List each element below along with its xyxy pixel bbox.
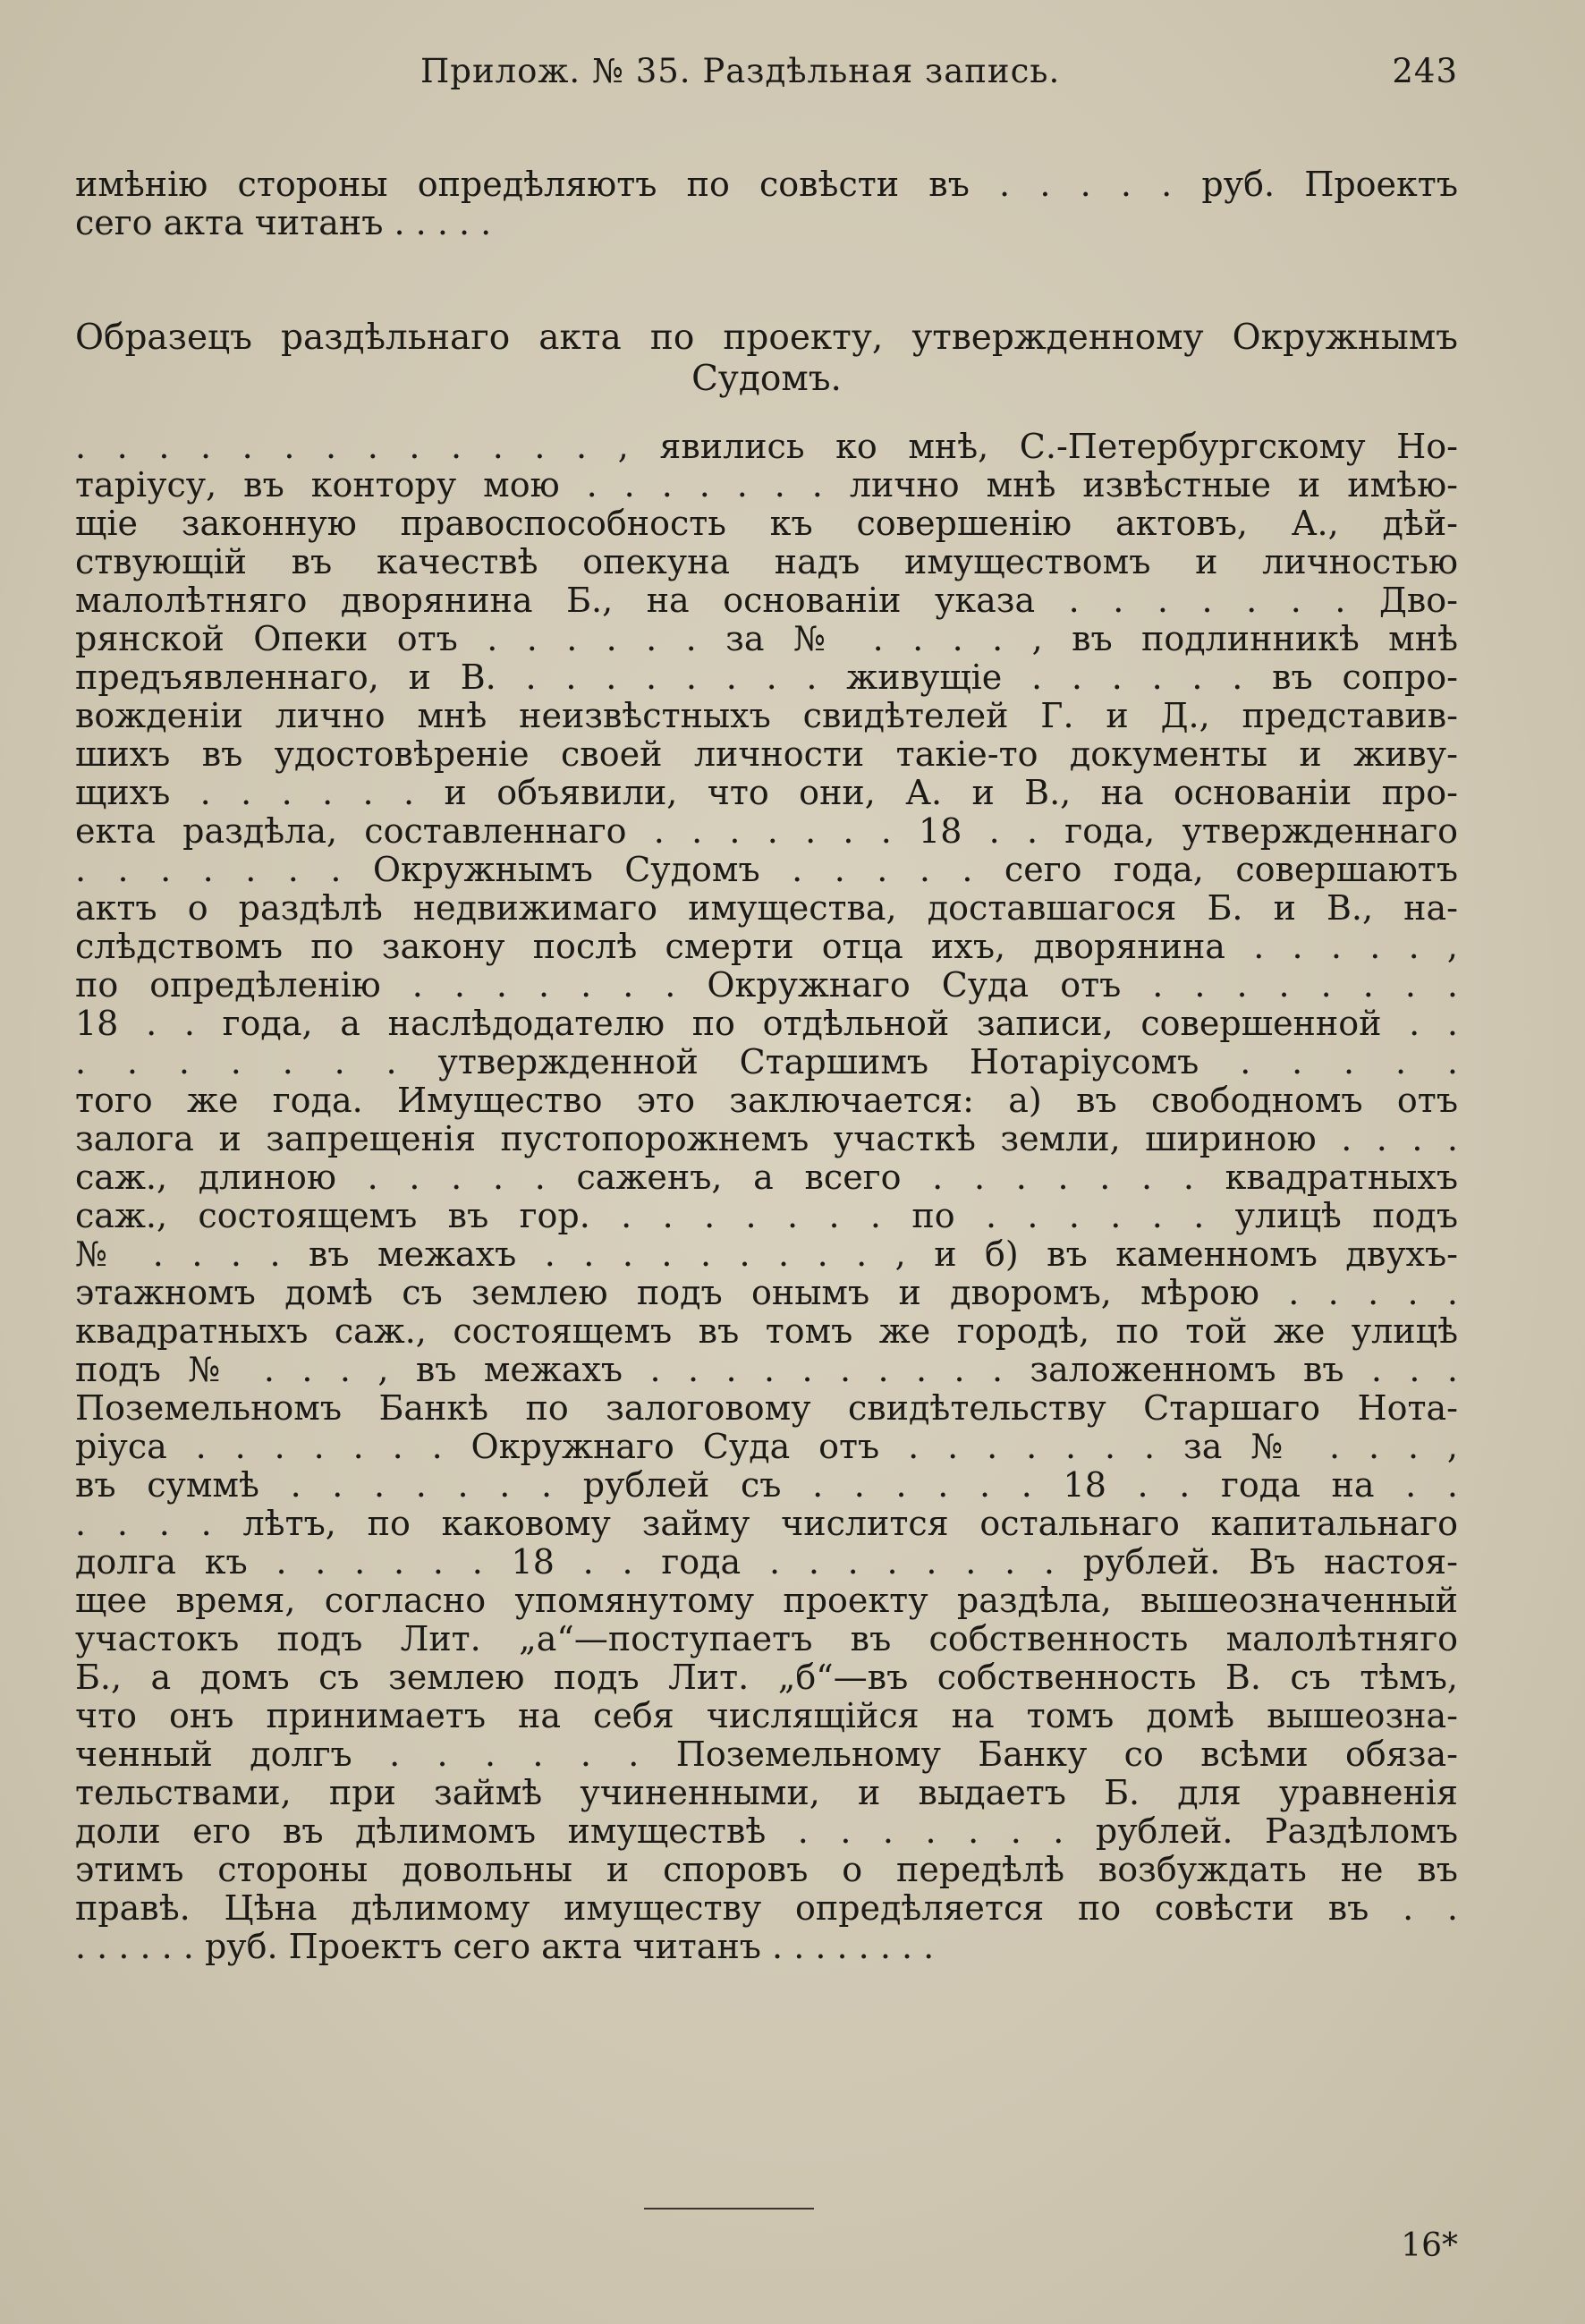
text-line: . . . . лѣтъ, по каковому займу числится остальнаго капитальнаго	[75, 1505, 1458, 1543]
text-line: ченный долгъ . . . . . . Поземельному Банку со всѣми обяза-	[75, 1735, 1458, 1774]
text-line: щее время, согласно упомянутому проекту раздѣла, вышеозначенный	[75, 1582, 1458, 1620]
text-line: екта раздѣла, составленнаго . . . . . . . 18 . . года, утвержденнаго	[75, 812, 1458, 851]
text-line: по опредѣленію . . . . . . . Окружнаго Суда отъ . . . . . . . .	[75, 966, 1458, 1005]
signature-mark: 16*	[1401, 2227, 1458, 2264]
text-line: предъявленнаго, и В. . . . . . . . . живущіе . . . . . . въ сопро-	[75, 658, 1458, 697]
text-line: актъ о раздѣлѣ недвижимаго имущества, доставшагося Б. и В., на-	[75, 889, 1458, 928]
text-line: долга къ . . . . . . 18 . . года . . . . . . . . рублей. Въ настоя-	[75, 1543, 1458, 1582]
text-line: рянской Опеки отъ . . . . . . за № . . . . , въ подлинникѣ мнѣ	[75, 620, 1458, 658]
text-line: участокъ подъ Лит. „а“—поступаетъ въ собственность малолѣтняго	[75, 1620, 1458, 1658]
text-line: таріусу, въ контору мою . . . . . . . лично мнѣ извѣстные и имѣю-	[75, 466, 1458, 505]
text-line: залога и запрещенія пустопорожнемъ участкѣ земли, шириною . . . .	[75, 1120, 1458, 1158]
text-line: . . . . . . . . . . . . . , явились ко мнѣ, С.-Петербургскому Но-	[75, 428, 1458, 466]
section-divider	[644, 2208, 814, 2209]
text-line: этажномъ домѣ съ землею подъ онымъ и дворомъ, мѣрою . . . . .	[75, 1274, 1458, 1312]
text-line: малолѣтняго дворянина Б., на основаніи указа . . . . . . . Дво-	[75, 581, 1458, 620]
text-line: сего акта читанъ . . . . .	[75, 204, 492, 242]
text-line: этимъ стороны довольны и споровъ о передѣлѣ возбуждать не въ	[75, 1851, 1458, 1889]
intro-paragraph	[75, 165, 1458, 242]
text-line: щіе законную правоспособность къ совершенію актовъ, А., дѣй-	[75, 505, 1458, 543]
text-line: щихъ . . . . . . и объявили, что они, А. и В., на основаніи про-	[75, 774, 1458, 812]
text-line: ствующій въ качествѣ опекуна надъ имуществомъ и личностью	[75, 543, 1458, 581]
text-line: ріуса . . . . . . . Окружнаго Суда отъ . . . . . . . за № . . . ,	[75, 1428, 1458, 1466]
text-line: . . . . . . руб. Проектъ сего акта читанъ . . . . . . . .	[75, 1928, 935, 1966]
text-line: . . . . . . . Окружнымъ Судомъ . . . . . сего года, совершаютъ	[75, 851, 1458, 889]
section-heading-line: Судомъ.	[691, 359, 842, 399]
text-line: саж., состоящемъ въ гор. . . . . . . . по . . . . . . улицѣ подъ	[75, 1197, 1458, 1235]
text-line: вожденіи лично мнѣ неизвѣстныхъ свидѣтелей Г. и Д., представив-	[75, 697, 1458, 735]
text-line: саж., длиною . . . . . саженъ, а всего . . . . . . . квадратныхъ	[75, 1158, 1458, 1197]
body-paragraph	[75, 428, 1458, 1966]
text-line: правѣ. Цѣна дѣлимому имуществу опредѣляется по совѣсти въ . .	[75, 1889, 1458, 1928]
section-heading	[75, 318, 1458, 400]
text-line: квадратныхъ саж., состоящемъ въ томъ же городѣ, по той же улицѣ	[75, 1312, 1458, 1351]
text-line: въ суммѣ . . . . . . . рублей съ . . . . . . 18 . . года на . .	[75, 1466, 1458, 1505]
text-line: тельствами, при займѣ учиненными, и выдаетъ Б. для уравненія	[75, 1774, 1458, 1812]
text-line: . . . . . . . утвержденной Старшимъ Нотаріусомъ . . . . .	[75, 1043, 1458, 1081]
text-line: подъ № . . . , въ межахъ . . . . . . . . . . заложенномъ въ . . .	[75, 1351, 1458, 1389]
text-line: что онъ принимаетъ на себя числящійся на томъ домѣ вышеозна-	[75, 1697, 1458, 1735]
text-line: шихъ въ удостовѣреніе своей личности такіе-то документы и живу-	[75, 735, 1458, 774]
text-line: того же года. Имущество это заключается: а) въ свободномъ отъ	[75, 1081, 1458, 1120]
text-line: доли его въ дѣлимомъ имуществѣ . . . . . . . рублей. Раздѣломъ	[75, 1812, 1458, 1851]
text-line: № . . . . въ межахъ . . . . . . . . . , и б) въ каменномъ двухъ-	[75, 1235, 1458, 1274]
text-line: слѣдствомъ по закону послѣ смерти отца ихъ, дворянина . . . . . ,	[75, 928, 1458, 966]
text-line: Поземельномъ Банкѣ по залоговому свидѣтельству Старшаго Нота-	[75, 1389, 1458, 1428]
page-number: 243	[1392, 52, 1458, 90]
running-title: Прилож. № 35. Раздѣльная запись.	[420, 52, 1061, 90]
text-line: 18 . . года, а наслѣдодателю по отдѣльной записи, совершенной . .	[75, 1005, 1458, 1043]
page-header	[420, 52, 1458, 106]
text-line: Б., а домъ съ землею подъ Лит. „б“—въ собственность В. съ тѣмъ,	[75, 1658, 1458, 1697]
section-heading-line: Образецъ раздѣльнаго акта по проекту, утвержденному Окружнымъ	[75, 318, 1458, 358]
text-line: имѣнію стороны опредѣляютъ по совѣсти въ . . . . . руб. Проектъ	[75, 165, 1458, 204]
